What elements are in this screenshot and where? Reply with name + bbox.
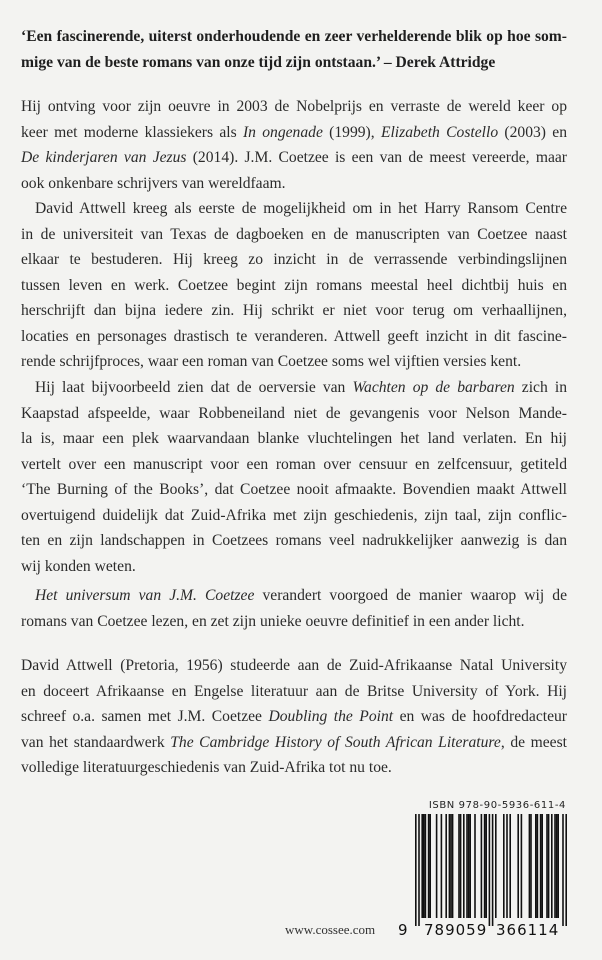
- blurb-line: in de universiteit van Texas de dagboeken en de manuscripten van Coetzee naast: [21, 225, 567, 243]
- blurb-paragraph-4: [21, 583, 567, 634]
- author-bio: [21, 653, 567, 781]
- quote-line: mige van de beste romans van onze tijd zijn ontstaan.’ – Derek Attridge: [21, 53, 496, 71]
- barcode-bar: [551, 814, 553, 918]
- blurb-line: tussen leven en werk. Coetzee begint zijn romans meestal heel dichtbij huis en: [21, 276, 567, 294]
- barcode-bar: [469, 814, 471, 918]
- barcode-bar: [441, 814, 443, 918]
- blurb-line: Het universum van J.M. Coetzee verandert voorgoed de manier waarop wij de: [35, 587, 567, 604]
- blurb-line: herschrijft dan bijna iedere zin. Hij schrikt er niet voor terug om verhaallijnen,: [21, 302, 567, 319]
- barcode-bar: [452, 814, 454, 918]
- barcode-bar: [449, 814, 451, 918]
- barcode-bar: [554, 814, 556, 918]
- blurb-line: elkaar te bestuderen. Hij kreeg zo inzicht in de verrassende verbindingslijnen: [21, 251, 567, 268]
- book-title: The Cambridge History of South African Literature: [170, 733, 501, 751]
- barcode-bar: [463, 814, 465, 918]
- quote-line: ‘Een fascinerende, uiterst onderhoudende en zeer verhelderende blik op hoe som-: [21, 28, 567, 45]
- barcode: [412, 814, 568, 926]
- book-title: De kinderjaren van Jezus: [21, 149, 187, 166]
- blurb-paragraph-3: [21, 375, 567, 579]
- blurb-line: David Attwell kreeg als eerste de mogelijkheid om in het Harry Ransom Centre: [35, 200, 567, 217]
- barcode-bar: [428, 814, 430, 918]
- barcode-bar: [450, 814, 452, 918]
- barcode-bar: [556, 814, 558, 918]
- blurb-line: la is, maar een plek waarvandaan blanke vluchtelingen het land verlaten. En hij: [21, 430, 567, 447]
- blurb-line: De kinderjaren van Jezus (2014). J.M. Coetzee is een van de meest vereerde, maar: [21, 149, 567, 166]
- blurb-line: wij konden weten.: [21, 557, 136, 575]
- bio-line: van het standaardwerk The Cambridge History of South African Literature, de meest: [21, 733, 567, 751]
- barcode-bar: [541, 814, 543, 918]
- barcode-bar: [418, 814, 420, 926]
- barcode-bar: [458, 814, 460, 918]
- barcode-bar: [535, 814, 537, 918]
- blurb-paragraph-2: [21, 196, 567, 375]
- barcode-bar: [445, 814, 447, 918]
- bio-line: en doceert Afrikaanse en Engelse literatuur aan de Britse University of York. Hij: [21, 682, 567, 700]
- barcode-bar: [562, 814, 564, 926]
- blurb-line: keer met moderne klassiekers als In ongenade (1999), Elizabeth Costello (2003) en: [21, 123, 567, 141]
- barcode-bar: [530, 814, 532, 918]
- review-quote: [21, 24, 567, 75]
- barcode-bar: [521, 814, 523, 918]
- barcode-bar: [423, 814, 425, 918]
- book-title: Wachten op de barbaren: [352, 379, 515, 396]
- barcode-bar: [546, 814, 548, 918]
- blurb-line: Hij laat bijvoorbeeld zien dat de oerversie van Wachten op de barbaren zich in: [35, 379, 567, 396]
- barcode-bar: [460, 814, 462, 918]
- barcode-bar: [557, 814, 559, 918]
- barcode-left-digits: 789059: [424, 921, 488, 939]
- barcode-bar: [429, 814, 431, 918]
- barcode-bar: [529, 814, 531, 918]
- barcode-bar: [485, 814, 487, 918]
- barcode-right-digits: 366114: [496, 921, 560, 939]
- bio-line: schreef o.a. samen met J.M. Coetzee Doubling the Point en was de hoofdredacteur: [21, 708, 567, 725]
- barcode-bar: [495, 814, 497, 918]
- barcode-bar: [517, 814, 519, 918]
- barcode-bar: [425, 814, 427, 918]
- book-title: In ongenade: [242, 123, 323, 141]
- blurb-line: vertelt over een manuscript voor een roman over censuur en zelfcensuur, getiteld: [21, 455, 567, 473]
- barcode-bar: [468, 814, 470, 918]
- barcode-bar: [565, 814, 567, 926]
- barcode-bar: [537, 814, 539, 918]
- barcode-bar: [415, 814, 417, 926]
- isbn-label: ISBN 978-90-5936-611-4: [428, 800, 566, 811]
- barcode-bar: [509, 814, 511, 918]
- book-title: Doubling the Point: [268, 708, 394, 725]
- bio-line: volledige literatuurgeschiedenis van Zuid-Afrika tot nu toe.: [21, 759, 392, 776]
- barcode-bar: [466, 814, 468, 918]
- publisher-website: www.cossee.com: [285, 922, 376, 937]
- barcode-bar: [484, 814, 486, 918]
- blurb-line: ten en zijn landschappen in Coetzees romans veel nadrukkelijker aanwezig is dan: [21, 532, 567, 549]
- book-title: Het universum van J.M. Coetzee: [35, 587, 255, 604]
- book-title: Elizabeth Costello: [380, 123, 499, 141]
- barcode-bar: [481, 814, 483, 918]
- barcode-bar: [489, 814, 491, 926]
- barcode-bar: [436, 814, 438, 918]
- barcode-bar: [474, 814, 476, 918]
- barcode-bar: [540, 814, 542, 918]
- barcode-bar: [421, 814, 423, 918]
- blurb-line: overtuigend duidelijk dat Zuid-Afrika met zijn geschiedenis, zijn taal, zijn conflic-: [21, 506, 567, 524]
- blurb-line: locaties en personages drastisch te veranderen. Attwell geeft inzicht in dit fascine-: [21, 327, 567, 345]
- barcode-bar: [506, 814, 508, 918]
- barcode-bar: [492, 814, 494, 926]
- barcode-bar: [548, 814, 550, 918]
- blurb-line: romans van Coetzee lezen, en zet zijn unieke oeuvre definitief in een ander licht.: [21, 612, 525, 630]
- blurb-line: Kaapstad afspeelde, waar Robbeneiland niet de gevangenis voor Nelson Mande-: [21, 404, 567, 422]
- barcode-first-digit: 9: [398, 921, 408, 939]
- blurb-paragraph-1: [21, 94, 567, 196]
- blurb-line: ‘The Burning of the Books’, dat Coetzee nooit afmaakte. Bovendien maakt Attwell: [21, 481, 567, 498]
- blurb-line: rende schrijfproces, waar een roman van Coetzee soms wel vijftien versies kent.: [21, 353, 522, 370]
- blurb-line: ook onkenbare schrijvers van wereldfaam.: [21, 174, 286, 192]
- barcode-bar: [503, 814, 505, 918]
- blurb-line: Hij ontving voor zijn oeuvre in 2003 de Nobelprijs en verraste de wereld keer op: [21, 98, 567, 115]
- bio-line: David Attwell (Pretoria, 1956) studeerde aan de Zuid-Afrikaanse Natal University: [21, 657, 567, 674]
